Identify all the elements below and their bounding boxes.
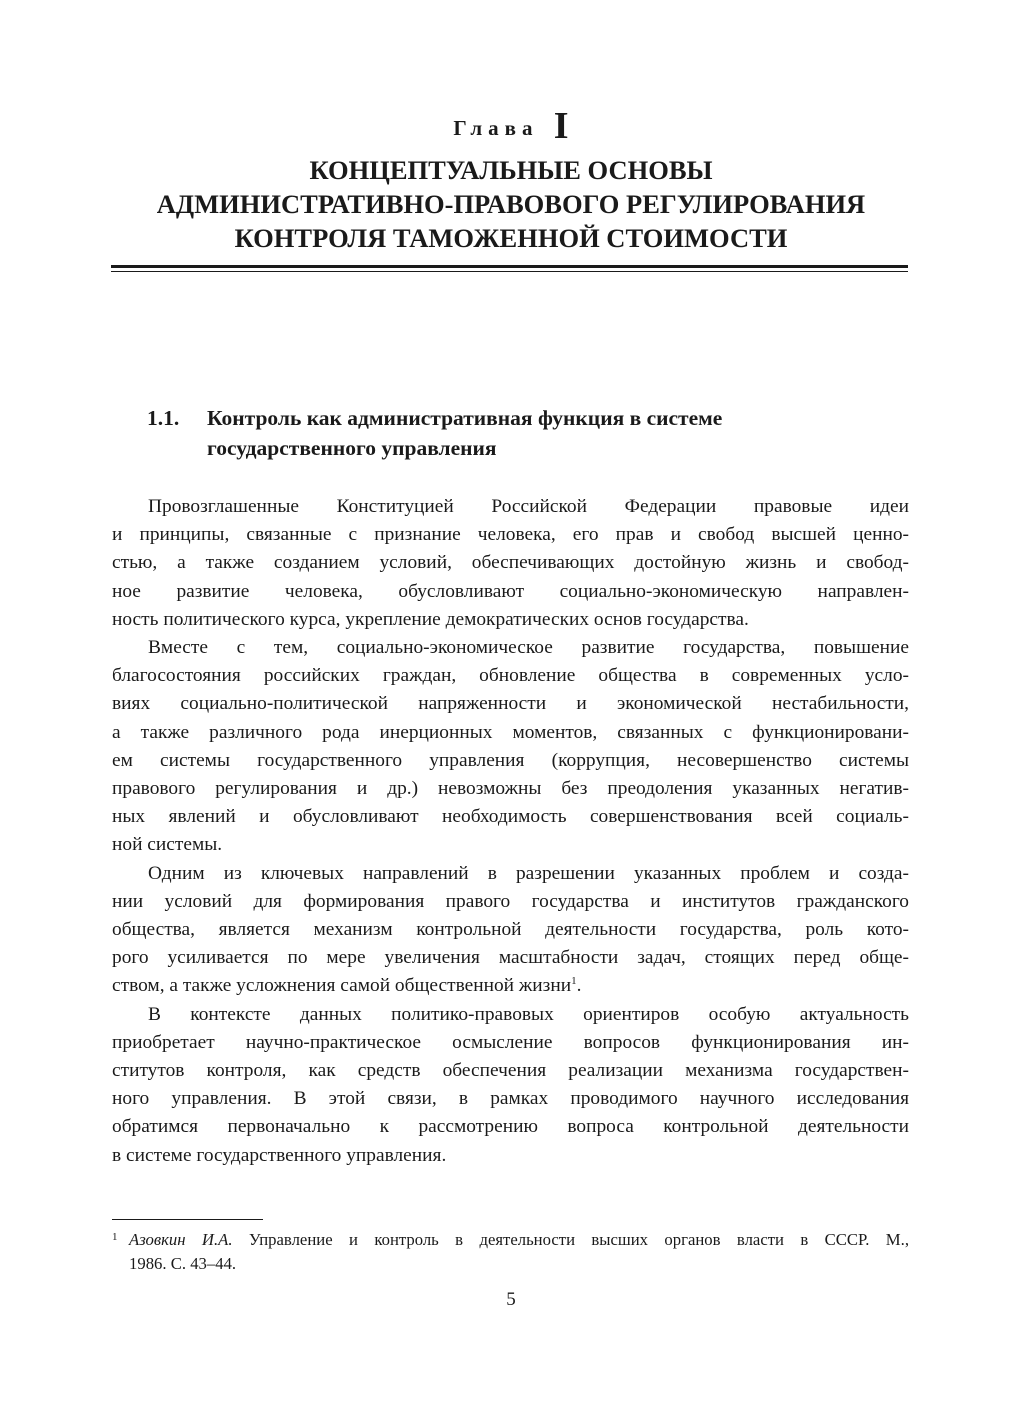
chapter-word: Глава xyxy=(453,116,539,140)
paragraph-2 xyxy=(112,634,909,860)
text-line: нии условий для формирования правого государства и институтов гражданского xyxy=(112,890,909,912)
text-line: Вместе с тем, социально-экономическое развитие государства, повышение xyxy=(148,637,909,659)
footnote-author: Азовкин И.А. xyxy=(129,1230,233,1249)
text-line: обратимся первоначально к рассмотрению вопроса контрольной деятельности xyxy=(112,1116,909,1138)
text-line: рого усиливается по мере увеличения масштабности задач, стоящих перед обще- xyxy=(112,947,909,969)
chapter-number: I xyxy=(553,105,569,147)
footnote xyxy=(112,1228,909,1276)
body-text xyxy=(112,493,909,1170)
text-line: ем системы государственного управления (коррупция, несовершенство системы xyxy=(112,749,909,771)
footnote-mark: 1 xyxy=(112,1231,118,1243)
text-line: В контексте данных политико-правовых ориентиров особую актуальность xyxy=(148,1003,909,1025)
text-line: благосостояния российских граждан, обновление общества в современных усло- xyxy=(112,665,909,687)
text-line: в системе государственного управления. xyxy=(112,1144,447,1166)
text-line: общества, является механизм контрольной деятельности государства, роль кото- xyxy=(112,919,909,941)
text-line-content: ством, а также усложнения самой общественной жизни xyxy=(112,975,572,997)
footnote-separator xyxy=(112,1219,263,1220)
paragraph-1 xyxy=(112,493,909,634)
chapter-title xyxy=(100,153,922,255)
chapter-label xyxy=(0,104,1022,148)
chapter-title-line: АДМИНИСТРАТИВНО-ПРАВОВОГО РЕГУЛИРОВАНИЯ xyxy=(156,189,866,219)
text-line: а также различного рода инерционных моментов, связанных с функционировани- xyxy=(112,721,909,743)
paragraph-4 xyxy=(112,1001,909,1170)
section-title-line: Контроль как административная функция в системе xyxy=(207,406,723,430)
text-line: ститутов контроля, как средств обеспечения реализации механизма государствен- xyxy=(112,1060,909,1082)
footnote-line xyxy=(129,1228,909,1252)
text-line: Провозглашенные Конституцией Российской Федерации правовые идеи xyxy=(148,496,909,517)
paragraph-3 xyxy=(112,860,909,1001)
footnote-line: 1986. С. 43–44. xyxy=(129,1254,237,1273)
text-line: ной системы. xyxy=(112,834,223,856)
text-line: ных явлений и обусловливают необходимость совершенствования всей социаль- xyxy=(112,806,909,828)
text-line: ность политического курса, укрепление демократических основ государства. xyxy=(112,608,749,630)
text-line: ного управления. В этой связи, в рамках проводимого научного исследования xyxy=(112,1088,909,1110)
text-line: правового регулирования и др.) невозможны без преодоления указанных негатив- xyxy=(112,778,909,800)
section-title-line: государственного управления xyxy=(207,436,497,460)
text-line: приобретает научно-практическое осмысление вопросов функционирования ин- xyxy=(112,1031,909,1053)
footnote-reference[interactable]: 1 xyxy=(571,975,577,988)
footnote-text: Управление и контроль в деятельности высших органов власти в СССР. М., xyxy=(232,1230,909,1249)
text-line: и принципы, связанные с признание человека, его прав и свобод высшей ценно- xyxy=(112,524,909,546)
text-line: Одним из ключевых направлений в разрешении указанных проблем и созда- xyxy=(148,862,909,884)
text-line: стью, а также созданием условий, обеспечивающих достойную жизнь и свобод- xyxy=(112,552,909,574)
chapter-divider-thin xyxy=(111,271,908,272)
section-number: 1.1. xyxy=(147,406,180,430)
text-line: ное развитие человека, обусловливают социально-экономическую направлен- xyxy=(112,580,909,602)
chapter-title-line: КОНЦЕПТУАЛЬНЫЕ ОСНОВЫ xyxy=(309,155,713,185)
sentence-end-period: . xyxy=(576,975,582,997)
page-number: 5 xyxy=(506,1289,516,1310)
text-line: виях социально-политической напряженности и экономической нестабильности, xyxy=(112,693,909,715)
text-line xyxy=(112,972,909,1000)
chapter-title-line: КОНТРОЛЯ ТАМОЖЕННОЙ СТОИМОСТИ xyxy=(234,223,788,253)
chapter-divider-thick xyxy=(111,265,908,268)
